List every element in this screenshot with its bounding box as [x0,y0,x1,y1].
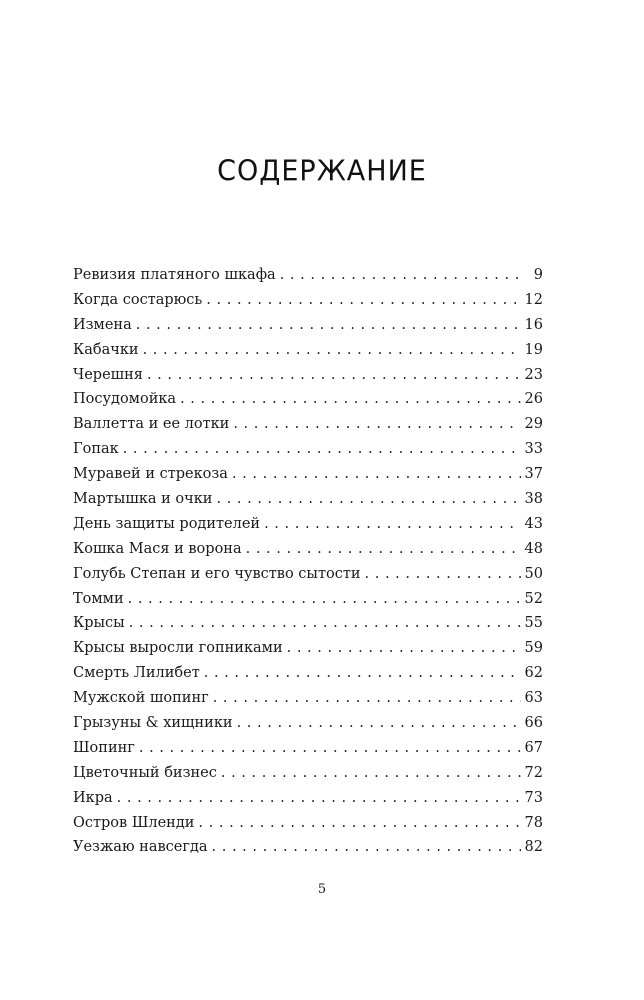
toc-entry [73,761,543,786]
toc-entry-page: 37 [524,466,543,483]
toc-entry [73,587,543,612]
toc-entry-title: Мартышка и очки [73,491,213,508]
dot-leader [180,387,520,412]
dot-leader [198,811,520,836]
toc-entry [73,263,543,288]
toc-entry-page: 33 [524,441,543,458]
table-of-contents [73,263,543,860]
toc-entry-page: 38 [524,491,543,508]
toc-entry-title: Смерть Лилибет [73,665,200,682]
toc-entry-page: 78 [524,814,543,831]
toc-entry-title: Мужской шопинг [73,690,209,707]
dot-leader [143,338,521,363]
toc-entry [73,636,543,661]
toc-entry-title: Икра [73,789,113,806]
dot-leader [147,363,521,388]
toc-entry [73,711,543,736]
toc-entry-title: Остров Шленди [73,814,195,831]
dot-leader [264,512,520,537]
dot-leader [221,761,521,786]
toc-entry [73,387,543,412]
dot-leader [136,313,521,338]
toc-entry-title: Шопинг [73,739,135,756]
dot-leader [139,736,521,761]
dot-leader [237,711,521,736]
toc-entry [73,412,543,437]
toc-entry-title: Посудомойка [73,391,177,408]
dot-leader [123,437,521,462]
toc-entry [73,611,543,636]
toc-entry-page: 50 [524,565,543,582]
toc-entry-page: 19 [524,341,543,358]
toc-entry-title: Когда состарюсь [73,291,203,308]
dot-leader [287,636,521,661]
dot-leader [204,661,521,686]
toc-entry-title: Крысы выросли гопниками [73,640,283,657]
dot-leader [206,288,520,313]
toc-entry [73,661,543,686]
dot-leader [233,412,520,437]
toc-entry [73,512,543,537]
toc-entry-title: Грызуны & хищники [73,715,233,732]
toc-entry-title: Валлетта и ее лотки [73,416,230,433]
toc-entry [73,811,543,836]
toc-entry [73,686,543,711]
toc-entry [73,437,543,462]
page-number: 5 [317,882,327,897]
toc-entry-page: 62 [524,665,543,682]
dot-leader [232,462,521,487]
toc-entry-title: Уезжаю навсегда [73,839,208,856]
toc-entry [73,562,543,587]
toc-entry-page: 63 [524,690,543,707]
toc-entry-page: 67 [524,739,543,756]
toc-entry [73,338,543,363]
dot-leader [280,263,521,288]
toc-entry-page: 43 [524,515,543,532]
toc-entry-title: Голубь Степан и его чувство сытости [73,565,361,582]
toc-entry-page: 26 [524,391,543,408]
page-title: СОДЕРЖАНИЕ [217,155,427,188]
dot-leader [213,686,521,711]
toc-entry-page: 82 [524,839,543,856]
dot-leader [129,611,521,636]
dot-leader [128,587,521,612]
toc-entry-page: 72 [524,764,543,781]
toc-entry-title: Муравей и стрекоза [73,466,228,483]
toc-entry-title: Кошка Мася и ворона [73,540,242,557]
dot-leader [365,562,521,587]
toc-entry-page: 16 [524,316,543,333]
toc-entry-page: 23 [524,366,543,383]
dot-leader [216,487,520,512]
toc-entry-title: День защиты родителей [73,515,261,532]
toc-entry-title: Гопак [73,441,119,458]
toc-entry [73,786,543,811]
toc-entry [73,736,543,761]
toc-entry-title: Томми [73,590,124,607]
toc-entry-title: Цветочный бизнес [73,764,217,781]
toc-entry-page: 55 [524,615,543,632]
toc-entry [73,462,543,487]
toc-entry-page: 66 [524,715,543,732]
toc-entry-title: Ревизия платяного шкафа [73,267,276,283]
toc-entry-page: 59 [524,640,543,657]
toc-entry [73,487,543,512]
toc-entry-page: 29 [524,416,543,433]
dot-leader [212,835,521,860]
toc-entry [73,835,543,860]
toc-entry [73,363,543,388]
toc-entry-title: Крысы [73,615,125,632]
toc-entry [73,537,543,562]
toc-entry [73,288,543,313]
toc-entry-page: 9 [533,267,543,283]
toc-entry-page: 48 [524,540,543,557]
toc-entry-title: Измена [73,316,132,333]
dot-leader [117,786,521,811]
toc-entry-title: Кабачки [73,341,139,358]
dot-leader [246,537,521,562]
toc-entry-page: 73 [524,789,543,806]
toc-entry-title: Черешня [73,366,143,383]
toc-entry [73,313,543,338]
toc-entry-page: 12 [524,291,543,308]
toc-entry-page: 52 [524,590,543,607]
